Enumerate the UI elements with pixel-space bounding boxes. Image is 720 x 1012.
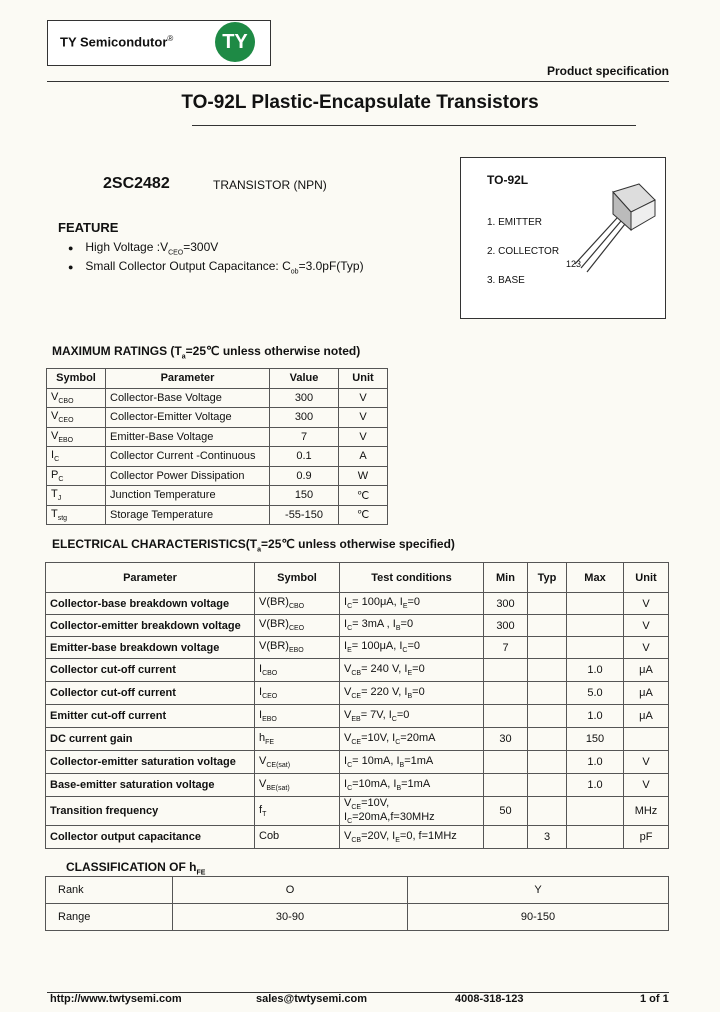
table-row: Collector cut-off current $I_{CEO}$ $V_{CE}= 220$ V, $I_B=0$ 5.0 μA	[46, 682, 669, 705]
table-header-row: Parameter Symbol Test conditions Min Typ Max Unit	[46, 563, 669, 593]
table-row: Rank O Y	[46, 877, 669, 904]
table-row: $I_C$ Collector Current -Continuous 0.1 A	[47, 447, 388, 467]
feature-item: ● High Voltage $:V_{CEO}=300V$	[68, 240, 219, 257]
footer-url-link[interactable]: http://www.twtysemi.com	[50, 993, 182, 1005]
table-row: Base-emitter saturation voltage $V_{BE(sat)}$ $I_C=10mA$, $I_B=1mA$ 1.0 V	[46, 774, 669, 797]
table-row: $T_J$ Junction Temperature 150 ℃	[47, 486, 388, 506]
electrical-heading: ELECTRICAL $CHARACTERISTICS(T_a=25℃$ unless otherwise specified)	[52, 537, 455, 554]
divider	[47, 81, 669, 82]
table-row: Emitter-base breakdown voltage $V(BR)_{EBO}$ $I_E= 100\mu A$, $I_C=0$ 7 V	[46, 637, 669, 659]
logo-text: TY Semicondutor®	[60, 34, 174, 50]
table-row: $V_{CEO}$ Collector-Emitter Voltage 300 V	[47, 408, 388, 428]
table-row: $T_{stg}$ Storage Temperature -55-150 ℃	[47, 505, 388, 525]
max-ratings-table	[46, 368, 388, 525]
pin-3: 3. BASE	[487, 275, 525, 286]
table-row: Collector cut-off current $I_{CBO}$ $V_{CB}= 240$ V, $I_E=0$ 1.0 μA	[46, 659, 669, 682]
table-row: Collector output capacitance Cob $V_{CB}=20V$, $I_E=0$, f=1MHz 3 pF	[46, 826, 669, 849]
table-row: Range 30-90 90-150	[46, 904, 669, 931]
feature-item: ● Small Collector Output Capacitance: $C_{ob}=3.0pF(Typ)$	[68, 259, 364, 276]
table-row: Collector-emitter saturation voltage $V_{CE(sat)}$ $I_C= 10mA$, $I_B=1mA$ 1.0 V	[46, 751, 669, 774]
table-row: DC current gain $h_{FE}$ $V_{CE}=10V$, $I_C=20mA$ 30 150	[46, 728, 669, 751]
table-row: Emitter cut-off current $I_{EBO}$ $V_{EB}= 7V$, $I_C=0$ 1.0 μA	[46, 705, 669, 728]
logo-badge: TY	[215, 22, 255, 62]
max-ratings-heading: MAXIMUM RATINGS ($T_a=25℃$ unless otherwise noted)	[52, 344, 361, 361]
table-row: $V_{EBO}$ Emitter-Base Voltage 7 V	[47, 427, 388, 447]
table-row: Collector-emitter breakdown voltage $V(BR)_{CEO}$ $I_C= 3mA$ , $I_B=0$ 300 V	[46, 615, 669, 637]
package-name: TO-92L	[487, 173, 529, 187]
title-underline	[192, 125, 636, 126]
pin-number-labels: 123	[566, 259, 582, 269]
footer-phone: 4008-318-123	[455, 993, 524, 1005]
spec-label: Product specification	[546, 64, 669, 78]
table-header-row: Symbol Parameter Value Unit	[47, 369, 388, 389]
pin-1: 1. EMITTER	[487, 217, 543, 228]
pin-2: 2. COLLECTOR	[487, 246, 560, 257]
table-row: $V_{CBO}$ Collector-Base Voltage 300 V	[47, 388, 388, 408]
page-number: 1 of 1	[640, 993, 669, 1005]
part-number: 2SC2482	[103, 175, 170, 192]
package-box	[460, 157, 666, 319]
footer-email-link[interactable]: sales@twtysemi.com	[256, 993, 367, 1005]
table-row: $P_C$ Collector Power Dissipation 0.9 W	[47, 466, 388, 486]
table-row: Collector-base breakdown voltage $V(BR)_{CBO}$ $I_C= 100\mu A$, $I_E=0$ 300 V	[46, 593, 669, 615]
feature-heading: FEATURE	[58, 220, 119, 235]
page-title: TO-92L Plastic-Encapsulate Transistors	[181, 92, 539, 113]
classification-table	[45, 876, 669, 931]
table-row: Transition frequency $f_T$ $V_{CE}=10V$, $I_C=20mA,f=30MHz$ 50 MHz	[46, 797, 669, 826]
part-type: TRANSISTOR (NPN)	[213, 178, 327, 192]
electrical-table	[45, 562, 669, 849]
classification-heading: CLASSIFICATION OF $h_{FE}$	[66, 860, 206, 877]
company-logo	[47, 20, 271, 66]
